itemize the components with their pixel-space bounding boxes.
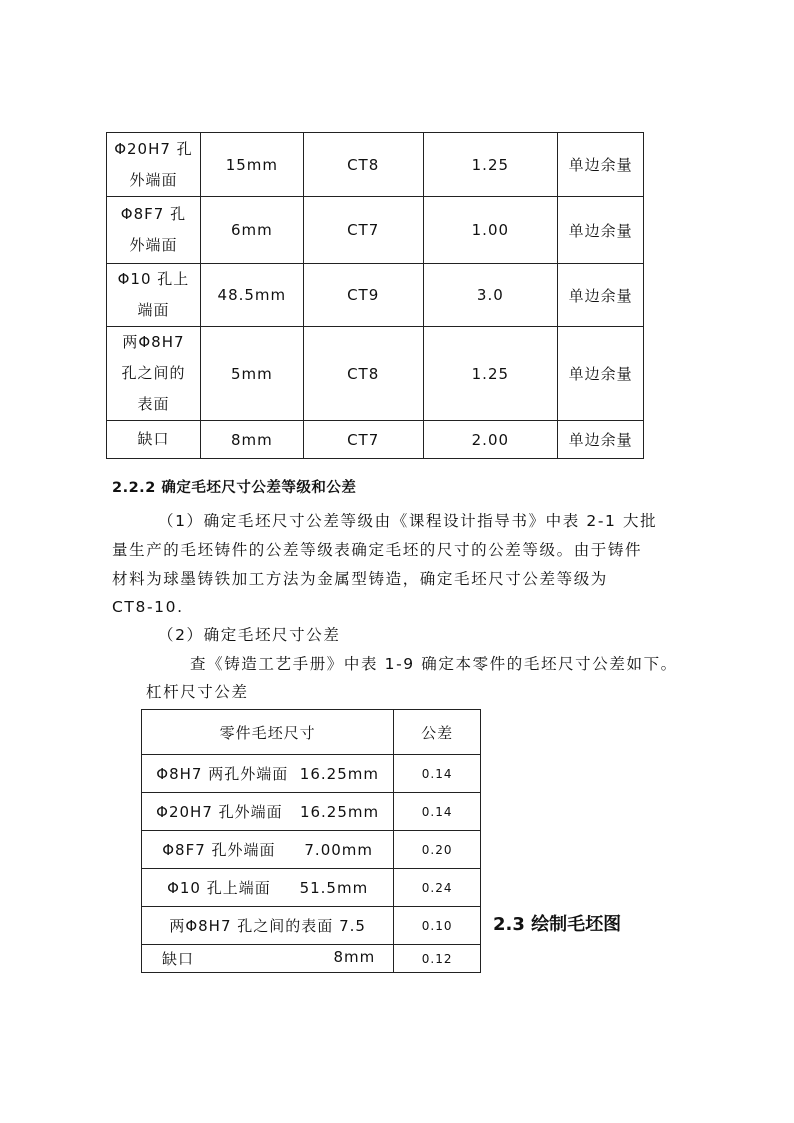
table-cell-allowance: 1.25 [423,327,558,421]
table-cell-allowance: 1.25 [423,133,558,197]
table-cell-tolerance: 0.14 [394,793,481,831]
table-header-cell: 公差 [394,710,481,755]
table-cell-size: 8mm [200,421,303,459]
table-cell-part: Φ20H7 孔外端面 16.25mm [142,793,394,831]
table-row [107,197,644,264]
table-cell-size: 15mm [200,133,303,197]
table-cell-part: Φ20H7 孔 外端面 [107,133,201,197]
table-row [142,755,481,793]
table-header-row [142,710,481,755]
table-cell-grade: CT9 [303,264,423,327]
table-cell-note: 单边余量 [558,133,644,197]
table-cell-part: 缺口 8mm [142,945,394,973]
table-cell-part: Φ10 孔上端面 51.5mm [142,869,394,907]
table-cell-grade: CT7 [303,421,423,459]
table-row [107,133,644,197]
table-cell-tolerance: 0.10 [394,907,481,945]
table-row [107,327,644,421]
table-header-cell: 零件毛坯尺寸 [142,710,394,755]
table-cell-grade: CT8 [303,133,423,197]
paragraph-line: 量生产的毛坯铸件的公差等级表确定毛坯的尺寸的公差等级。由于铸件 [112,541,643,559]
table-cell-part: 缺口 [107,421,201,459]
table-cell-grade: CT7 [303,197,423,264]
paragraph-line: （2）确定毛坯尺寸公差 [158,626,341,644]
table-cell-note: 单边余量 [558,421,644,459]
table-cell-allowance: 2.00 [423,421,558,459]
table-cell-grade: CT8 [303,327,423,421]
table-cell-tolerance: 0.24 [394,869,481,907]
table-cell-tolerance: 0.12 [394,945,481,973]
section-heading: 2.2.2 确定毛坯尺寸公差等级和公差 [112,480,357,496]
table-cell-note: 单边余量 [558,197,644,264]
paragraph-line: （1）确定毛坯尺寸公差等级由《课程设计指导书》中表 2-1 大批 [158,512,658,530]
table-cell-note: 单边余量 [558,327,644,421]
paragraph-line: CT8-10. [112,598,184,616]
table-cell-tolerance: 0.14 [394,755,481,793]
table-cell-note: 单边余量 [558,264,644,327]
table-cell-part: 两Φ8H7 孔之间的 表面 [107,327,201,421]
table-cell-size: 48.5mm [200,264,303,327]
tolerance-table [141,709,481,973]
table-row [107,264,644,327]
table-cell-allowance: 3.0 [423,264,558,327]
table-cell-size: 6mm [200,197,303,264]
table-row [142,793,481,831]
table-row [142,907,481,945]
table-caption: 杠杆尺寸公差 [146,683,249,701]
table-cell-size: 5mm [200,327,303,421]
table-cell-part: Φ8H7 两孔外端面 16.25mm [142,755,394,793]
table-row [142,831,481,869]
paragraph-line: 查《铸造工艺手册》中表 1-9 确定本零件的毛坯尺寸公差如下。 [190,655,678,673]
table-cell-part: 两Φ8H7 孔之间的表面 7.5 [142,907,394,945]
paragraph-line: 材料为球墨铸铁加工方法为金属型铸造，确定毛坯尺寸公差等级为 [112,570,608,588]
table-cell-part: Φ10 孔上 端面 [107,264,201,327]
table-cell-part: Φ8F7 孔 外端面 [107,197,201,264]
section-heading: 2.3 绘制毛坯图 [493,914,622,935]
table-row [142,945,481,973]
table-cell-part: Φ8F7 孔外端面 7.00mm [142,831,394,869]
table-row [107,421,644,459]
table-row [142,869,481,907]
table-cell-allowance: 1.00 [423,197,558,264]
table-cell-tolerance: 0.20 [394,831,481,869]
allowance-table [106,132,644,459]
